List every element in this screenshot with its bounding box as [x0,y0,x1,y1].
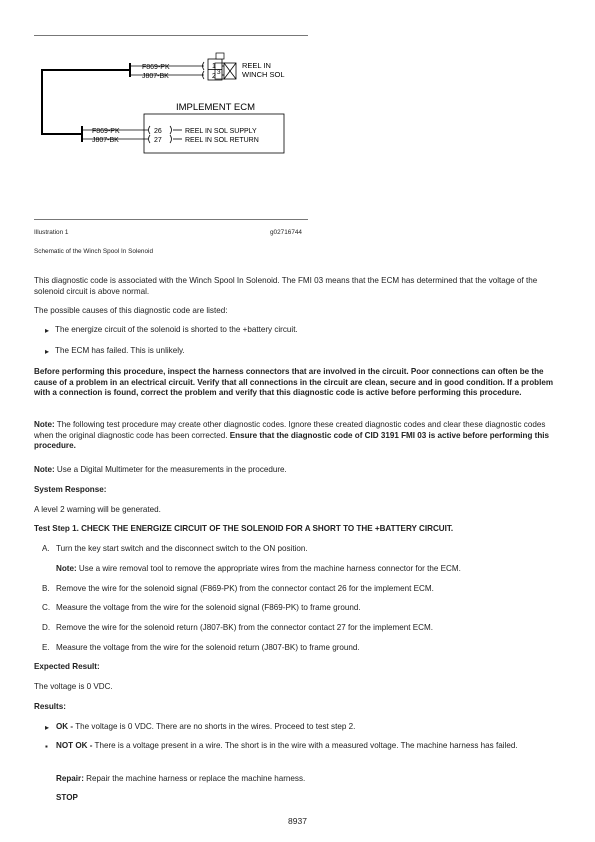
ecm-label-return: REEL IN SOL RETURN [185,137,259,144]
step-letter: C. [42,603,51,612]
illustration-label: Illustration 1 [34,229,69,236]
result-ok [56,722,546,733]
pin-3: 3 [217,69,221,76]
illustration-id: g02716744 [270,229,302,236]
warning-paragraph: Before performing this procedure, inspect the harness connectors that are involved in the circuit. Poor connections can often be the cause of a problem in an electrical circuit. Verify that all connections in the circuit are clean, secure and in good condition. If a problem with a connection is found, correct the problem and verify that this diagnostic code is active before performing this procedure. [34,367,554,398]
step-letter: E. [42,643,50,652]
step-text: Turn the key start switch and the disconnect switch to the ON position. [56,544,308,553]
wire-label-f869-bottom: F869-PK [92,128,120,135]
ecm-title: IMPLEMENT ECM [176,102,256,113]
wire-label-j807-top: J807-BK [142,73,169,80]
illustration-rule [34,219,308,220]
note-label: Note: [34,465,55,474]
pin-2: 2 [212,73,216,80]
intro-paragraph: This diagnostic code is associated with the Winch Spool In Solenoid. The FMI 03 means that the ECM has determined that the voltage of the solenoid circuit is above normal. [34,276,538,296]
ecm-pin-27: 27 [154,137,162,144]
note-label: Note: [56,564,77,573]
step-letter: D. [42,623,51,632]
page-number: 8937 [288,816,307,826]
step-letter: B. [42,584,50,593]
solenoid-label-1: REEL IN [242,61,271,70]
ok-text: The voltage is 0 VDC. There are no shorts in the wires. Proceed to test step 2. [73,722,356,731]
pin-1: 1 [212,63,216,70]
bullet-icon: ▸ [45,347,50,356]
stop-label: STOP [56,793,78,802]
step-letter: A. [42,544,50,553]
note-text: Use a wire removal tool to remove the appropriate wires from the machine harness connector for the ECM. [76,564,461,573]
repair-text: Repair the machine harness or replace the machine harness. [83,774,306,783]
cause-item: The ECM has failed. This is unlikely. [55,346,185,355]
system-response-text: A level 2 warning will be generated. [34,505,161,514]
step-text: Measure the voltage from the wire for the solenoid return (J807-BK) to frame ground. [56,643,360,652]
not-ok-label: NOT OK - [56,741,93,750]
repair-line [56,774,546,785]
system-response-heading: System Response: [34,485,107,494]
cause-item: The energize circuit of the solenoid is shorted to the +battery circuit. [55,325,298,334]
step-text: Measure the voltage from the wire for the solenoid signal (F869-PK) to frame ground. [56,603,361,612]
wire-label-f869-top: F869-PK [142,64,170,71]
ecm-label-supply: REEL IN SOL SUPPLY [185,128,257,135]
note-bold-text: Ensure that the diagnostic code of CID 3191 FMI 03 is active before performing this procedure. [34,430,550,451]
results-heading: Results: [34,702,66,711]
expected-text: The voltage is 0 VDC. [34,682,113,691]
expected-heading: Expected Result: [34,662,100,671]
ecm-pin-26: 26 [154,128,162,135]
top-rule [34,35,308,36]
step-text: Remove the wire for the solenoid return (J807-BK) from the connector contact 27 for the implement ECM. [56,623,433,632]
note-label: Note: [34,420,55,429]
note-text: The following test procedure may create other diagnostic codes. Ignore these created diagnostic codes and clear these diagnostic codes when the original diagnostic code has been corrected. [34,420,546,440]
result-not-ok [56,741,546,752]
repair-label: Repair: [56,774,84,783]
note-test-procedure [34,420,554,452]
test-step-heading: Test Step 1. CHECK THE ENERGIZE CIRCUIT OF THE SOLENOID FOR A SHORT TO THE +BATTERY CIRCUIT. [34,524,454,533]
step-note [56,564,546,575]
causes-intro: The possible causes of this diagnostic code are listed: [34,306,228,315]
winch-schematic [34,50,308,160]
note-text: Use a Digital Multimeter for the measurements in the procedure. [54,465,287,474]
step-text: Remove the wire for the solenoid signal (F869-PK) from the connector contact 26 for the implement ECM. [56,584,434,593]
bullet-icon: ▸ [45,326,50,335]
bullet-icon: ▸ [45,723,50,732]
solenoid-label-2: WINCH SOL [242,70,285,79]
note-multimeter [34,465,554,476]
not-ok-text: There is a voltage present in a wire. The short is in the wire with a measured voltage. The machine harness has failed. [92,741,518,750]
ok-label: OK - [56,722,74,731]
illustration-caption: Schematic of the Winch Spool In Solenoid [34,248,154,255]
square-bullet-icon: ▪ [45,742,48,751]
wire-label-j807-bottom: J807-BK [92,137,119,144]
